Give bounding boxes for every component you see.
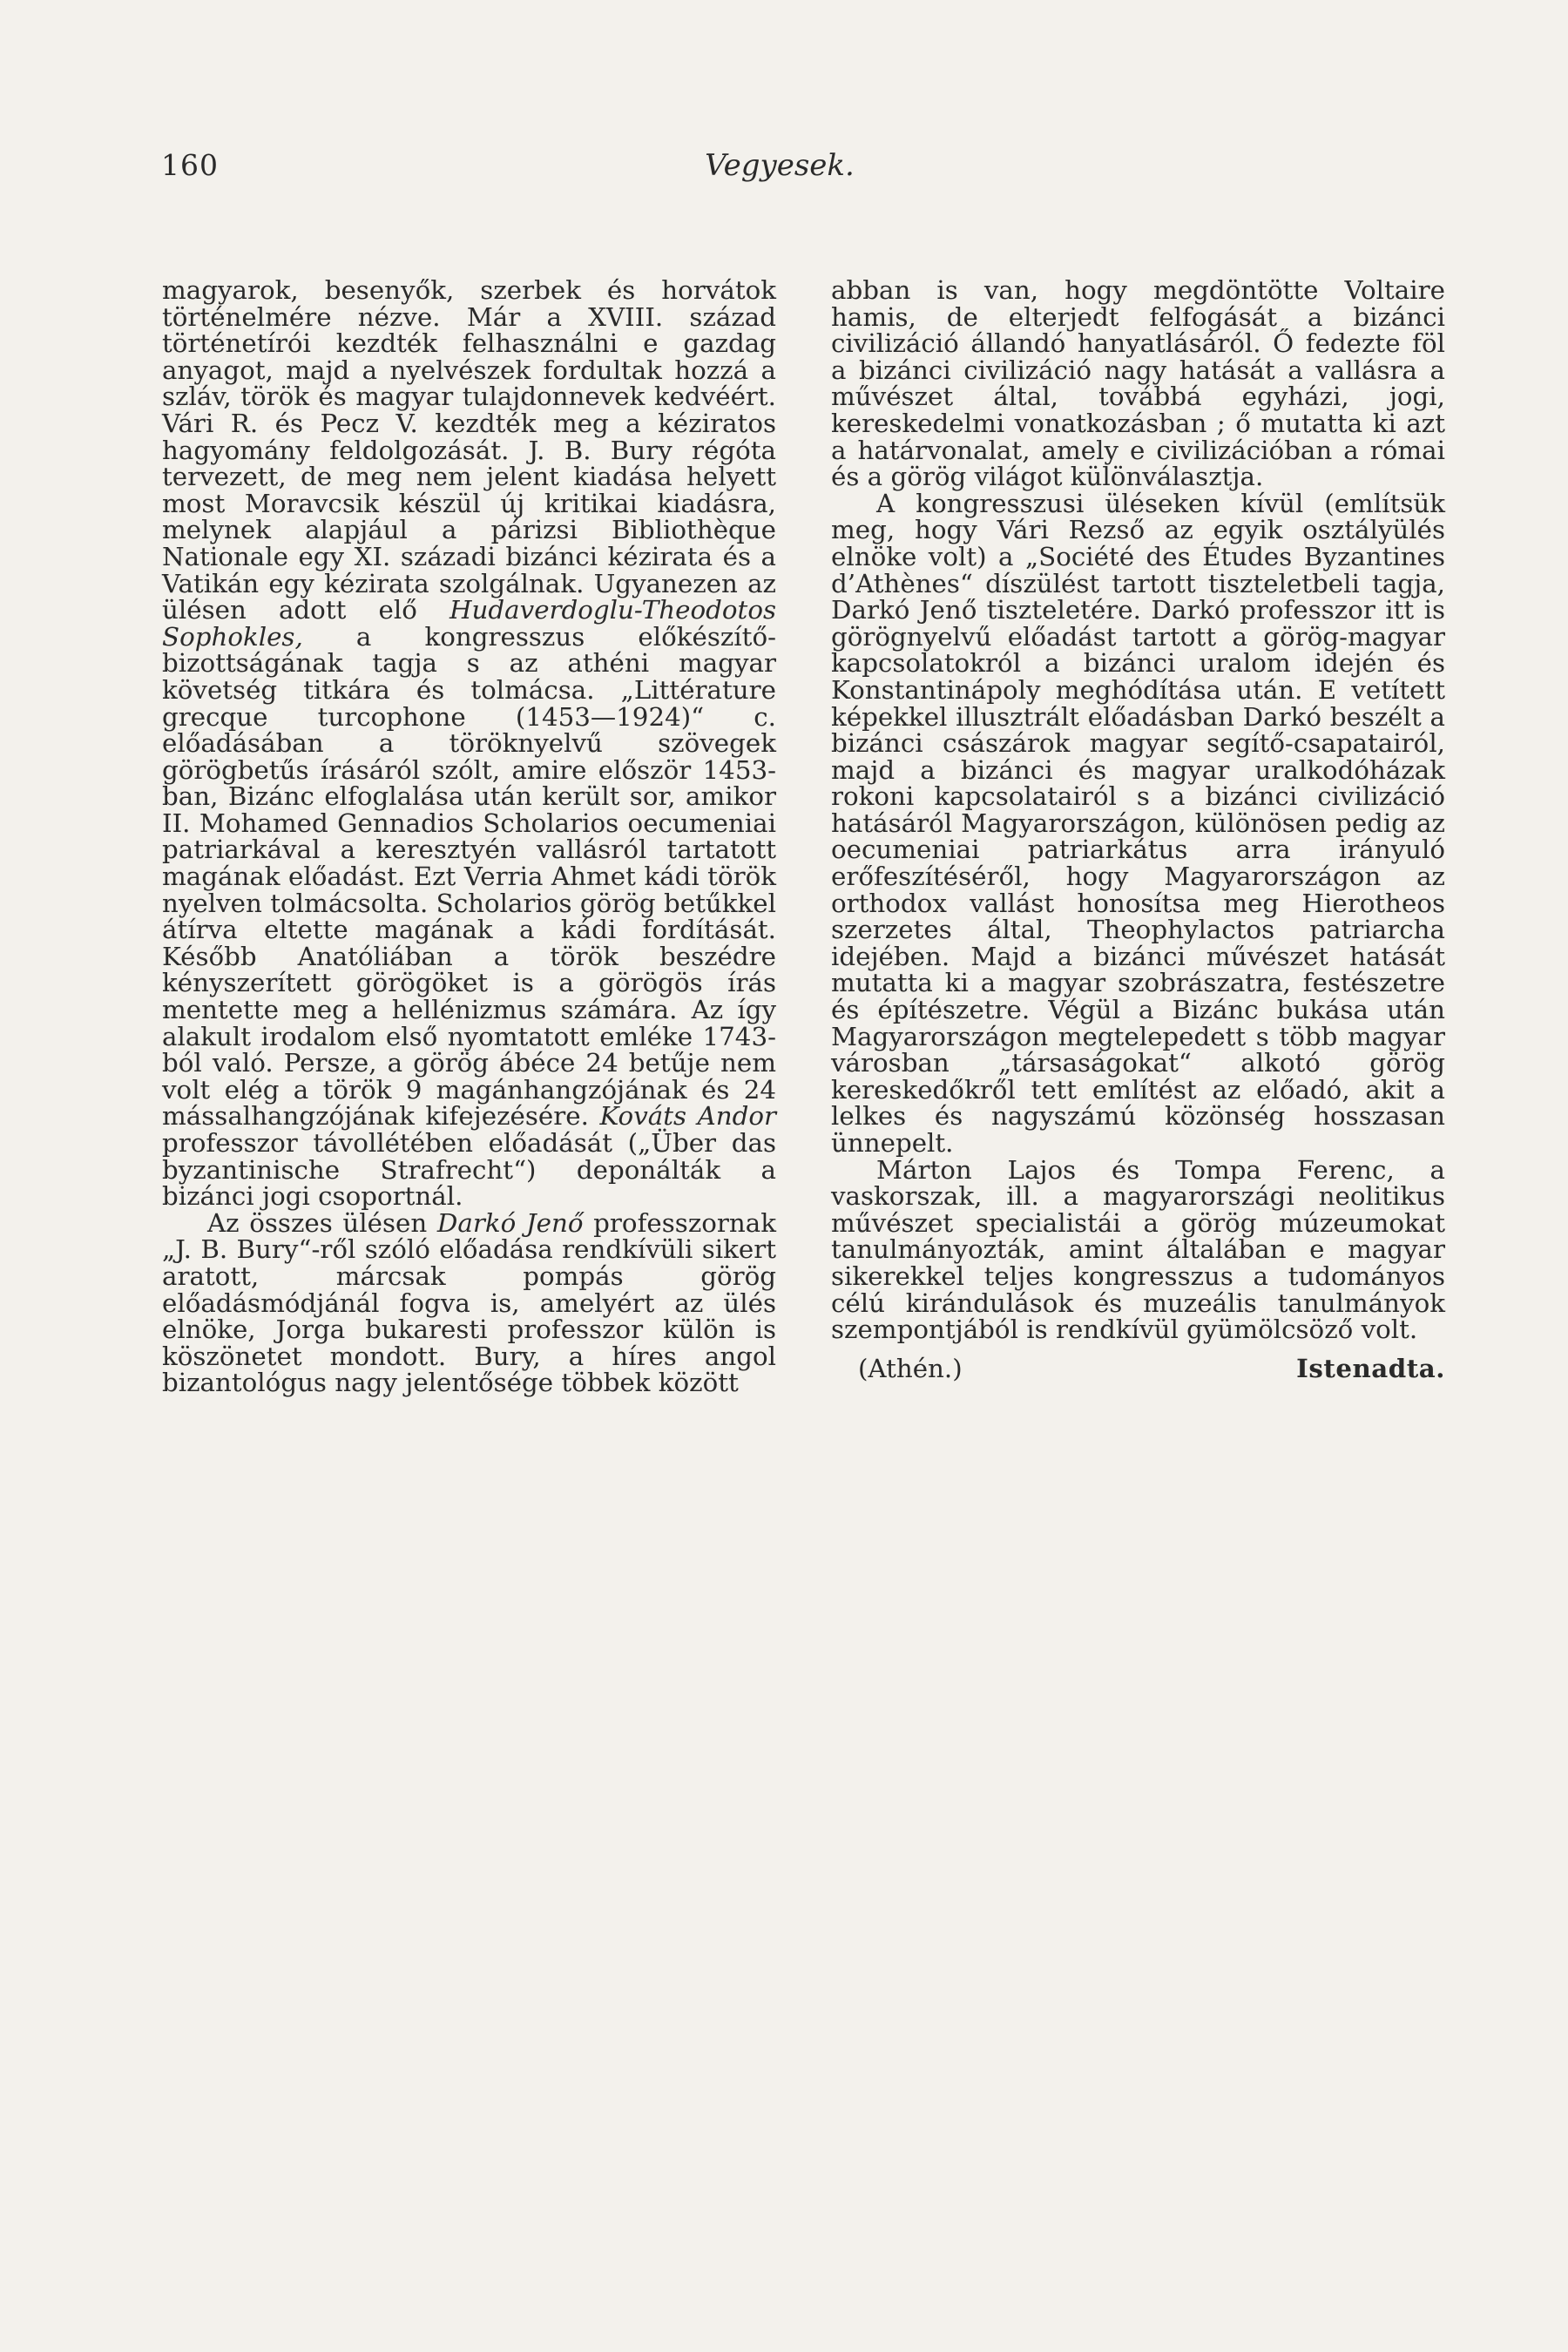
left-column [162,277,776,1396]
right-paragraph-3: Márton Lajos és Tompa Ferenc, a vaskorszak, ill. a magyarországi neolitikus művészet specialistái a görög múzeumokat tanulmányozták, amint általában e magyar sikerekkel teljes kongresszus a tudományos célú kirándulások és muzeális tanulmányok szempontjából is rendkívül gyümölcsöző volt. [831,1154,1445,1345]
text-run: a kongresszus előkészítő-bizottságának tagja s az athéni magyar követség titkára és tolmácsa. „Littérature grecque turcophone (1453—1924)“ c. előadásában a töröknyelvű szövegek görögbetűs írásáról szólt, amire először 1453-ban, Bizánc elfoglalása után került sor, amikor II. Mohamed Gennadios Scholarios oecumeniai patriarkával a keresztyén vallásról tartatott magának előadást. Ezt Verria Ahmet kádi török nyelven tolmácsolta. Scholarios görög betűkkel átírva eltette magának a kádi fordítását. Később Anatóliában a török beszédre kényszerített görögöket is a görögös írás mentette meg a hellénizmus számára. Az így alakult irodalom első nyomtatott emléke 1743-ból való. Persze, a görög ábéce 24 betűje nem volt elég a török 9 magánhangzójának és 24 mássalhangzójának kifejezésére. [162,621,776,1132]
text-run: Az összes ülésen [207,1207,437,1238]
signature-line [831,1352,1445,1385]
right-column [831,277,1445,1385]
text-run: professzor távollétében előadását („Über das byzantinische Strafrecht“) deponálták a bizánci jogi csoportnál. [162,1128,776,1212]
page-number: 160 [161,148,219,182]
left-paragraph-2 [162,1207,776,1398]
person-name: Hudaverdoglu-Theodotos Sophokles, [162,595,776,652]
right-paragraph-2: A kongresszusi üléseken kívül (említsük meg, hogy Vári Rezső az egyik osztályülés elnöke volt) a „Société des Études Byzantines d’Athènes“ díszülést tartott tiszteletbeli tagja, Darkó Jenő tiszteletére. Darkó professzor itt is görögnyelvű előadást tartott a görög-magyar kapcsolatokról a bizánci uralom idején és Konstantinápoly meghódítása után. E vetített képekkel illusztrált előadásban Darkó beszélt a bizánci császárok magyar segítő-csapatairól, majd a bizánci és magyar uralkodóházak rokoni kapcsolatairól s a bizánci civilizáció hatásáról Magyarországon, különösen pedig az oecumeniai patriarkátus arra irányuló erőfeszítéséről, hogy Magyarországon az orthodox vallást honosítsa meg Hierotheos szerzetes által, Theophylactos patriarcha idejében. Majd a bizánci művészet hatását mutatta ki a magyar szobrászatra, festészetre és építészetre. Végül a Bizánc bukása után Magyarországon megtelepedett s több magyar városban „társaságokat“ alkotó görög kereskedőkről tett említést az előadó, akit a lelkes és nagyszámú közönség hosszasan ünnepelt. [831,488,1445,1158]
text-run: magyarok, besenyők, szerbek és horvátok történelmére nézve. Már a XVIII. század történetírói kezdték felhasználni e gazdag anyagot, majd a nyelvészek fordultak hozzá a szláv, török és magyar tulajdonnevek kedvéért. Vári R. és Pecz V. kezdték meg a kéziratos hagyomány feldolgozását. J. B. Bury régóta tervezett, de meg nem jelent kiadása helyett most Moravcsik készül új kritikai kiadásra, melynek alapjául a párizsi Bibliothèque Nationale egy XI. századi bizánci kézirata és a Vatikán egy kézirata szolgálnak. Ugyanezen az ülésen adott elő [162,275,776,625]
right-paragraph-1: abban is van, hogy megdöntötte Voltaire hamis, de elterjedt felfogását a bizánci civilizáció állandó hanyatlásáról. Ő fedezte föl a bizánci civilizáció nagy hatását a vallásra a művészet által, továbbá egyházi, jogi, kereskedelmi vonatkozásban ; ő mutatta ki azt a határvonalat, amely e civilizációban a római és a görög világot különválasztja. [831,275,1445,492]
page-header [161,148,1398,200]
person-name: Darkó Jenő [436,1207,584,1238]
place-of-writing: (Athén.) [858,1353,963,1383]
author-signature: Istenadta. [1296,1352,1445,1383]
text-run: professzornak „J. B. Bury“-ről szóló előadása rendkívüli sikert aratott, márcsak pompás görög előadásmódjánál fogva is, amelyért az ülés elnöke, Jorga bukaresti professzor külön is köszönetet mondott. Bury, a híres angol bizantológus nagy jelentősége többek között [162,1207,776,1398]
left-paragraph-1 [162,277,776,1210]
running-title: Vegyesek. [705,148,855,183]
person-name: Kováts Andor [599,1101,776,1132]
